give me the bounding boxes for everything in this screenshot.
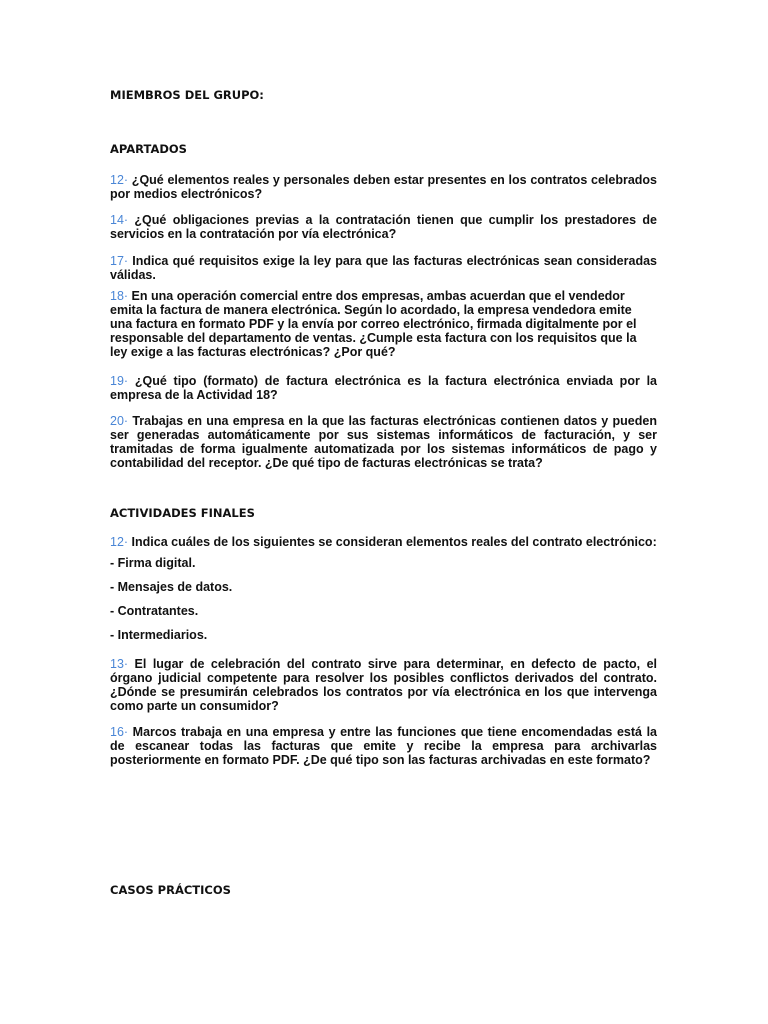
question-text: ¿Qué elementos reales y personales deben estar presentes en los contratos celebrados por medios electrónicos? (110, 173, 657, 201)
question-number: 19· (110, 374, 129, 388)
question-number: 16· (110, 725, 129, 739)
activity-12 (110, 535, 657, 549)
activity-16 (110, 725, 657, 767)
actividades-heading: ACTIVIDADES FINALES (110, 506, 255, 520)
question-number: 18· (110, 289, 129, 303)
question-number: 20· (110, 414, 129, 428)
list-item: - Intermediarios. (110, 628, 208, 642)
question-17 (110, 254, 657, 282)
members-heading: MIEMBROS DEL GRUPO: (110, 88, 264, 102)
question-number: 12· (110, 173, 129, 187)
question-text: Indica qué requisitos exige la ley para que las facturas electrónicas sean consideradas válidas. (110, 254, 657, 282)
question-14 (110, 213, 657, 241)
question-number: 17· (110, 254, 129, 268)
question-text: Marcos trabaja en una empresa y entre las funciones que tiene encomendadas está la de escanear todas las facturas que emite y recibe la empresa para archivarlas posteriormente en formato PDF. ¿De qué tipo son las facturas archivadas en este formato? (110, 725, 657, 767)
question-number: 12· (110, 535, 129, 549)
question-text: En una operación comercial entre dos empresas, ambas acuerdan que el vendedor emita la factura de manera electrónica. Según lo acordado, la empresa vendedora emite una factura en formato PDF y la envía por correo electrónico, firmada digitalmente por el responsable del departamento de ventas. ¿Cumple esta factura con los requisitos que la ley exige a las facturas electrónicas? ¿Por qué? (110, 289, 637, 359)
question-number: 14· (110, 213, 129, 227)
question-text: ¿Qué obligaciones previas a la contratación tienen que cumplir los prestadores de servicios en la contratación por vía electrónica? (110, 213, 657, 241)
question-19 (110, 374, 657, 402)
list-item: - Contratantes. (110, 604, 199, 618)
question-text: Indica cuáles de los siguientes se consideran elementos reales del contrato electrónico: (128, 535, 657, 549)
apartados-heading: APARTADOS (110, 142, 187, 156)
list-item: - Mensajes de datos. (110, 580, 233, 594)
activity-13 (110, 657, 657, 713)
question-number: 13· (110, 657, 129, 671)
question-text: El lugar de celebración del contrato sirve para determinar, en defecto de pacto, el órgano judicial competente para resolver los posibles conflictos derivados del contrato. ¿Dónde se presumirán celebrados los contratos por vía electrónica en los que intervenga como parte un consumidor? (110, 657, 657, 713)
list-item: - Firma digital. (110, 556, 196, 570)
question-text: ¿Qué tipo (formato) de factura electrónica es la factura electrónica enviada por la empresa de la Actividad 18? (110, 374, 657, 402)
question-text: Trabajas en una empresa en la que las facturas electrónicas contienen datos y pueden ser generadas automáticamente por sus sistemas informáticos de facturación, y ser tramitadas de forma igualmente automatizada por los sistemas informáticos de pago y contabilidad del receptor. ¿De qué tipo de facturas electrónicas se trata? (110, 414, 657, 470)
question-12 (110, 173, 657, 201)
question-18 (110, 289, 655, 359)
question-20 (110, 414, 657, 470)
casos-heading: CASOS PRÁCTICOS (110, 883, 231, 897)
